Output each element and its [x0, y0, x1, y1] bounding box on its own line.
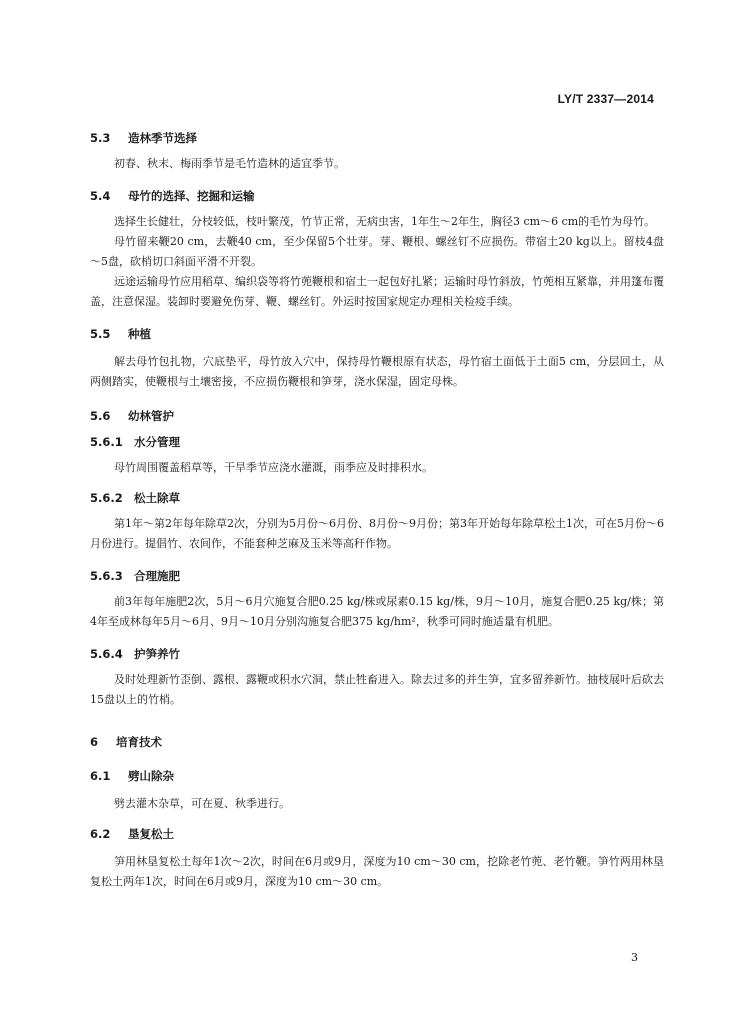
section-number: 6.1 — [90, 769, 111, 783]
paragraph: 选择生长健壮，分枝较低，枝叶繁茂，竹节正常，无病虫害，1年生～2年生，胸径3 cm～6 cm的毛竹为母竹。 — [114, 215, 656, 228]
paragraph: 初春、秋末、梅雨季节是毛竹造林的适宜季节。 — [114, 157, 345, 170]
section-number: 6 — [90, 735, 99, 749]
section-title: 护笋养竹 — [134, 647, 180, 661]
paragraph: 母竹留来鞭20 cm，去鞭40 cm，至少保留5个壮芽。芽、鞭根、螺丝钉不应损伤。带宿土20 kg以上。留枝4盘～5盘，砍梢切口斜面平滑不开裂。 — [90, 235, 664, 268]
section-heading — [90, 128, 664, 148]
paragraph: 远途运输母竹应用稻草、编织袋等将竹蔸鞭根和宿土一起包好扎紧；运输时母竹斜放，竹蔸相互紧靠，并用篷布覆盖，注意保湿。装卸时要避免伤芽、鞭、螺丝钉。外运时按国家规定办理相关检疫手续。 — [90, 275, 664, 308]
section-number: 5.5 — [90, 327, 111, 341]
paragraph: 前3年每年施肥2次，5月～6月穴施复合肥0.25 kg/株或尿素0.15 kg/株，9月～10月，施复合肥0.25 kg/株；第4年至成林每年5月～6月、9月～10月分别沟施复合肥375 kg/hm²，秋季可同时施适量有机肥。 — [90, 595, 664, 628]
section-heading — [90, 432, 664, 452]
section-number: 5.6 — [90, 409, 111, 423]
section-number: 5.6.3 — [90, 569, 123, 583]
section-title: 造林季节选择 — [128, 131, 197, 145]
section-title: 培育技术 — [116, 735, 162, 749]
section-number: 5.6.4 — [90, 647, 123, 661]
paragraph: 母竹周围覆盖稻草等，干旱季节应浇水灌溉，雨季应及时排积水。 — [114, 461, 433, 474]
section-heading — [90, 766, 664, 786]
section-title: 母竹的选择、挖掘和运输 — [128, 189, 255, 203]
section-title: 劈山除杂 — [128, 769, 174, 783]
section-title: 水分管理 — [134, 435, 180, 449]
paragraph: 笋用林垦复松土每年1次～2次，时间在6月或9月，深度为10 cm～30 cm，挖除老竹蔸、老竹鞭。笋竹两用林垦复松土两年1次，时间在6月或9月，深度为10 cm～30 cm。 — [90, 855, 664, 888]
page-number: 3 — [631, 951, 638, 964]
section-heading — [90, 732, 664, 752]
section-number: 5.6.2 — [90, 491, 123, 505]
section-heading — [90, 824, 664, 844]
section-heading — [90, 566, 664, 586]
section-heading — [90, 324, 664, 344]
paragraph: 第1年～第2年每年除草2次，分别为5月份～6月份、8月份～9月份；第3年开始每年除草松土1次，可在5月份～6月份进行。提倡竹、农间作，不能套种芝麻及玉米等高秆作物。 — [90, 517, 664, 550]
section-heading — [90, 644, 664, 664]
section-heading — [90, 488, 664, 508]
paragraph: 解去母竹包扎物，穴底垫平，母竹放入穴中，保持母竹鞭根原有状态，母竹宿土面低于土面5 cm，分层回土，从两侧踏实，使鞭根与土壤密接，不应损伤鞭根和笋芽，浇水保湿，固定母株。 — [90, 355, 664, 388]
section-title: 种植 — [128, 327, 151, 341]
paragraph: 劈去灌木杂草，可在夏、秋季进行。 — [114, 797, 290, 810]
section-heading — [90, 186, 664, 206]
section-number: 5.6.1 — [90, 435, 123, 449]
section-title: 松土除草 — [134, 491, 180, 505]
section-title: 垦复松土 — [128, 827, 174, 841]
section-number: 5.3 — [90, 131, 111, 145]
section-title: 合理施肥 — [134, 569, 180, 583]
section-number: 6.2 — [90, 827, 111, 841]
section-title: 幼林管护 — [128, 409, 174, 423]
section-number: 5.4 — [90, 189, 111, 203]
paragraph: 及时处理新竹歪倒、露根、露鞭或积水穴洞，禁止牲畜进入。除去过多的并生笋，宜多留养新竹。抽枝展叶后砍去15盘以上的竹梢。 — [90, 673, 664, 706]
document-body — [90, 128, 664, 892]
standard-code: LY/T 2337—2014 — [557, 92, 654, 106]
section-heading — [90, 406, 664, 426]
